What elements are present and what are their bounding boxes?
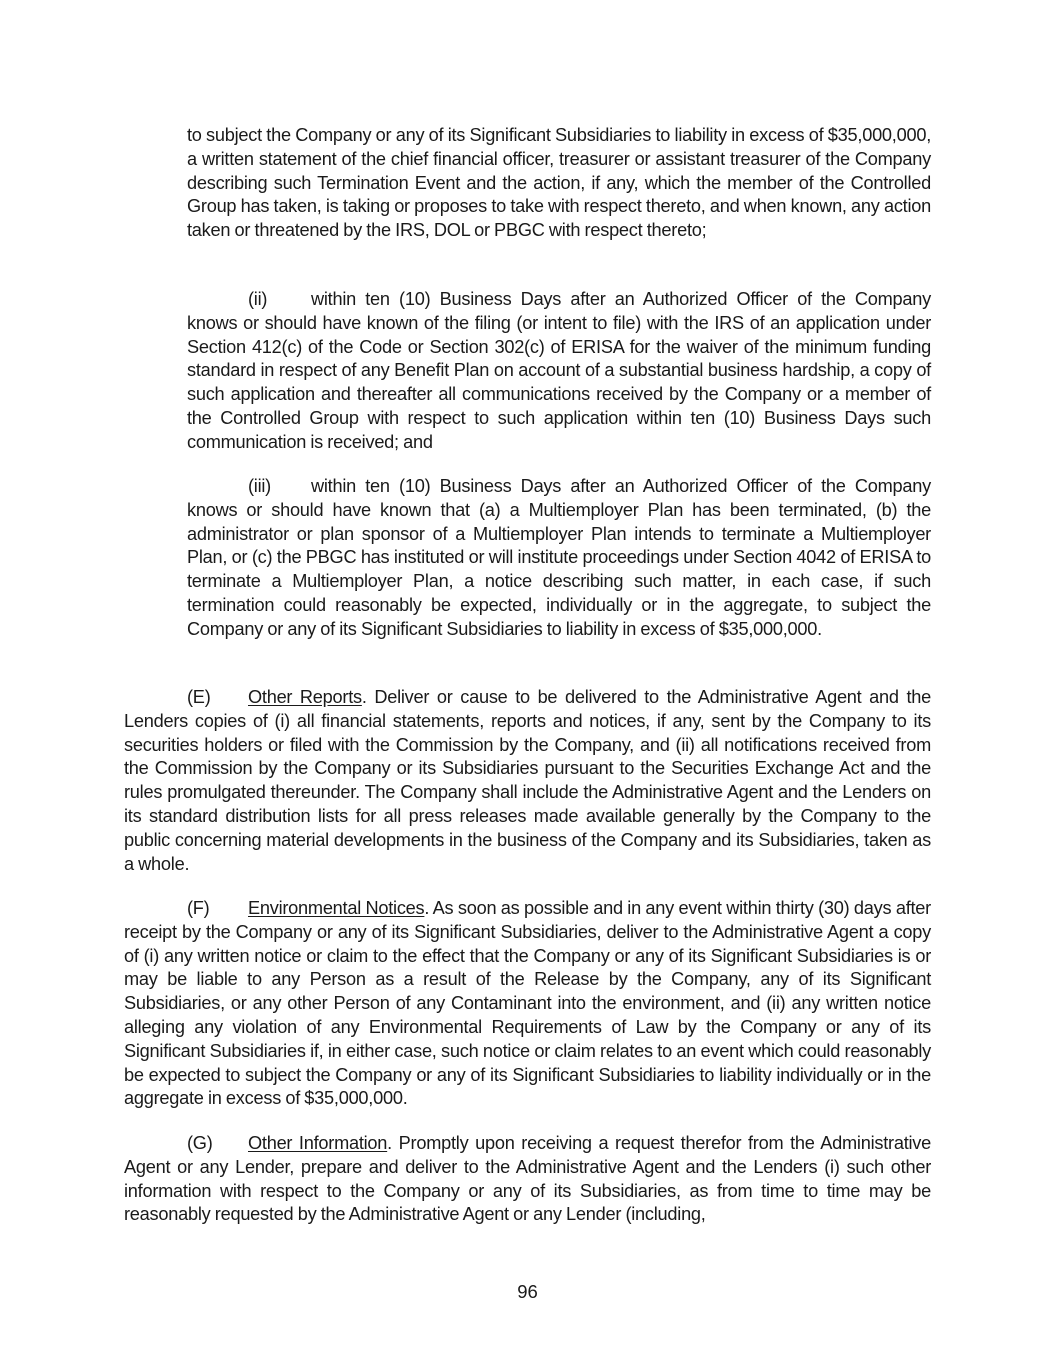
section-g-heading: Other Information — [248, 1133, 388, 1153]
clause-ii-text: within ten (10) Business Days after an Authorized Officer of the Company knows or should have known of the filing (or intent to file) with the IRS of an application under Section 412(c) of the Code or Section 302(c) of ERISA for the waiver of the minimum funding standard in respect of any Benefit Plan on account of a substantial business hardship, a copy of such application and thereafter all communications received by the Company or a member of the Controlled Group with respect to such application within ten (10) Business Days such communication is received; and — [187, 289, 931, 452]
section-f-text: . As soon as possible and in any event within thirty (30) days after receipt by the Company or any of its Significant Subsidiaries, deliver to the Administrative Agent a copy of (i) any written notice or claim to the effect that the Company or any of its Significant Subsidiaries is or may be liable to any Person as a result of the Release by the Company, any of its Significant Subsidiaries, or any other Person of any Contaminant into the environment, and (ii) any written notice alleging any violation of any Environmental Requirements of Law by the Company or any of its Significant Subsidiaries if, in either case, such notice or claim relates to an event which could reasonably be expected to subject the Company or any of its Significant Subsidiaries to liability individually or in the aggregate in excess of $35,000,000. — [124, 898, 931, 1109]
clause-iii-label: (iii) — [248, 476, 271, 496]
section-f-heading: Environmental Notices — [248, 898, 425, 918]
section-g-paragraph — [124, 1132, 931, 1227]
section-e-paragraph — [124, 686, 931, 876]
section-g-label: (G) — [187, 1133, 213, 1153]
section-e-text: . Deliver or cause to be delivered to the Administrative Agent and the Lenders copies of (i) all financial statements, reports and notices, if any, sent by the Company to its securities holders or filed with the Commission by the Company, and (ii) all notifications received from the Commission by the Company or its Subsidiaries pursuant to the Securities Exchange Act and the rules promulgated thereunder. The Company shall include the Administrative Agent and the Lenders on its standard distribution lists for all press releases made available generally by the Company to the public concerning material developments in the business of the Company and its Subsidiaries, taken as a whole. — [124, 687, 931, 874]
clause-iii-paragraph — [187, 475, 931, 642]
section-g-text: . Promptly upon receiving a request therefor from the Administrative Agent or any Lender, prepare and deliver to the Administrative Agent and the Lenders (i) such other information with respect to the Company or any of its Subsidiaries, as from time to time may be reasonably requested by the Administrative Agent or any Lender (including, — [124, 1133, 932, 1225]
section-e-label: (E) — [187, 687, 211, 707]
clause-iii-text: within ten (10) Business Days after an Authorized Officer of the Company knows or should have known that (a) a Multiemployer Plan has been terminated, (b) the administrator or plan sponsor of a Multiemployer Plan intends to terminate a Multiemployer Plan, or (c) the PBGC has instituted or will institute proceedings under Section 4042 of ERISA to terminate a Multiemployer Plan, a notice describing such matter, in each case, if such termination could reasonably be expected, individually or in the aggregate, to subject the Company or any of its Significant Subsidiaries to liability in excess of $35,000,000. — [187, 476, 931, 639]
section-f-label: (F) — [187, 898, 210, 918]
clause-ii-label: (ii) — [248, 289, 268, 309]
page-number: 96 — [517, 1281, 538, 1302]
continuation-paragraph: to subject the Company or any of its Significant Subsidiaries to liability in excess of $35,000,000, a written statement of the chief financial officer, treasurer or assistant treasurer of the Company describing such Termination Event and the action, if any, which the member of the Controlled Group has taken, is taking or proposes to take with respect thereto, and when known, any action taken or threatened by the IRS, DOL or PBGC with respect thereto; — [187, 125, 931, 241]
clause-ii-paragraph — [187, 288, 931, 455]
section-e-heading: Other Reports — [248, 687, 362, 707]
section-f-paragraph — [124, 897, 931, 1111]
